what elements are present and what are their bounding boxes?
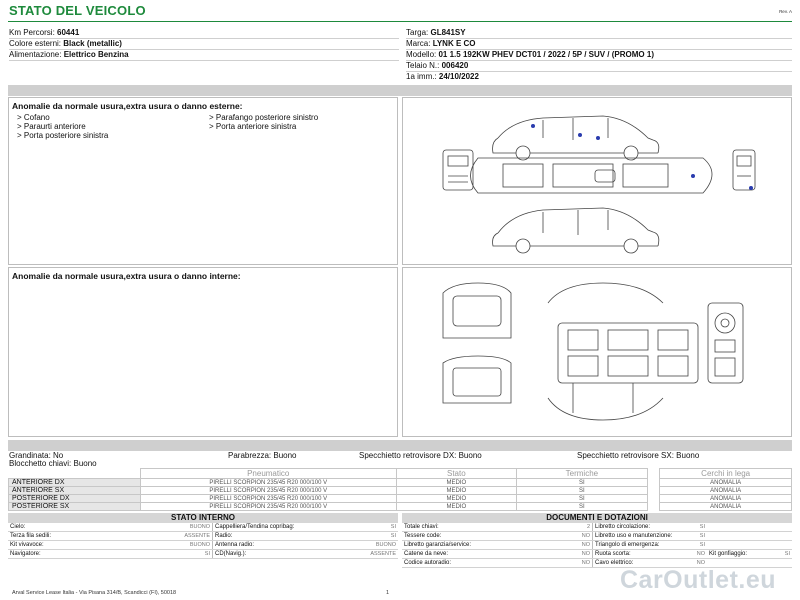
external-damage-heading: Anomalie da normale usura,extra usura o danno esterne: — [12, 101, 243, 111]
vehicle-info-left — [9, 28, 399, 61]
documents-table — [402, 523, 792, 568]
table-row: ANTERIORE SX PIRELLI SCORPION 235/45 R20 000/100 V MEDIO SI ANOMALIA — [9, 487, 792, 495]
table-row: Kit vivavoce: BUONO Antenna radio: BUONO — [10, 542, 396, 548]
damage-marker — [691, 174, 695, 178]
table-row: Navigatore: SI CD(Navig.): ASSENTE — [10, 551, 396, 557]
table-row: ANTERIORE DX PIRELLI SCORPION 235/45 R20 000/100 V MEDIO SI ANOMALIA — [9, 479, 792, 487]
key-lock-status: Blocchetto chiavi: Buono — [9, 459, 97, 468]
interior-car-diagram — [402, 267, 792, 437]
vehicle-info-right — [406, 28, 792, 82]
plate-row: Targa: GL841SY — [406, 28, 466, 37]
damage-item: > Porta anteriore sinistra — [209, 122, 297, 131]
tyre-header: Pneumatico — [140, 469, 396, 479]
internal-damage-panel — [8, 267, 398, 437]
alloy-header: Cerchi in lega — [660, 469, 792, 479]
table-row: POSTERIORE DX PIRELLI SCORPION 235/45 R20 000/100 V MEDIO SI ANOMALIA — [9, 495, 792, 503]
windshield-status: Parabrezza: Buono — [228, 451, 297, 460]
page-number: 1 — [386, 590, 390, 596]
mirror-right-status: Specchietto retrovisore DX: Buono — [359, 451, 482, 460]
external-damage-panel — [8, 97, 398, 265]
table-row: Terza fila sedili: ASSENTE Radio: SI — [10, 533, 396, 539]
interior-status-table — [8, 523, 398, 559]
km-row: Km Percorsi: 60441 — [9, 28, 80, 37]
revision-label: Rev. A — [779, 9, 792, 14]
color-row: Colore esterni: Black (metallic) — [9, 39, 122, 48]
table-row: Tessere code: NO Libretto uso e manutenzione: SI — [402, 532, 792, 541]
external-damage-list-1 — [17, 113, 108, 140]
external-car-diagram — [402, 97, 792, 265]
mirror-left-status: Specchietto retrovisore SX: Buono — [577, 451, 700, 460]
external-damage-list-2 — [209, 113, 318, 131]
damage-marker — [578, 133, 582, 137]
table-row: Libretto garanzia/service: NO Triangolo di emergenza: SI — [402, 541, 792, 550]
documents-heading: DOCUMENTI E DOTAZIONI — [402, 513, 792, 523]
chassis-row: Telaio N.: 006420 — [406, 61, 469, 70]
damage-item: > Paraurti anteriore — [17, 122, 86, 131]
table-row: POSTERIORE SX PIRELLI SCORPION 235/45 R20 000/100 V MEDIO SI ANOMALIA — [9, 503, 792, 511]
registration-row: 1a imm.: 24/10/2022 — [406, 72, 479, 81]
tyre-table — [8, 468, 792, 511]
hail-status: Grandinata: No — [9, 451, 64, 460]
section-divider-bar-2 — [8, 440, 792, 451]
page-title: STATO DEL VEICOLO — [9, 3, 146, 18]
damage-item: > Porta posteriore sinistra — [17, 131, 109, 140]
damage-marker — [596, 136, 600, 140]
section-divider-bar — [8, 85, 792, 96]
interior-status-heading: STATO INTERNO — [8, 513, 398, 523]
car-interior-drawing — [403, 268, 793, 438]
title-underline — [8, 21, 792, 22]
winter-header: Termiche — [517, 469, 648, 479]
damage-marker — [749, 186, 753, 190]
documents-section — [402, 513, 792, 568]
brand-row: Marca: LYNK E CO — [406, 39, 476, 48]
status-header: Stato — [396, 469, 516, 479]
footer-address: Arval Service Lease Italia - Via Pisana 314/B, Scandicci (FI), 50018 — [12, 590, 177, 596]
damage-item: > Parafango posteriore sinistro — [209, 113, 319, 122]
model-row: Modello: 01 1.5 192KW PHEV DCT01 / 2022 / 5P / SUV / (PROMO 1) — [406, 50, 654, 59]
damage-marker — [531, 124, 535, 128]
interior-status-section — [8, 513, 398, 559]
watermark-logo: CarOutlet.eu — [620, 566, 777, 594]
internal-damage-heading: Anomalie da normale usura,extra usura o danno interne: — [12, 271, 241, 281]
fuel-row: Alimentazione: Elettrico Benzina — [9, 50, 129, 59]
table-row: Codice autoradio: NO Cavo elettrico: NO — [402, 559, 792, 568]
table-row: Totale chiavi: 2 Libretto circolazione: SI — [402, 523, 792, 532]
damage-item: > Cofano — [17, 113, 50, 122]
car-exterior-drawing — [403, 98, 793, 266]
table-row: Catene da neve: NO Ruota scorta: NO Kit gonfiaggio: SI — [404, 551, 790, 557]
table-row: Cielo: BUONO Cappelliera/Tendina copribag: SI — [10, 524, 396, 530]
